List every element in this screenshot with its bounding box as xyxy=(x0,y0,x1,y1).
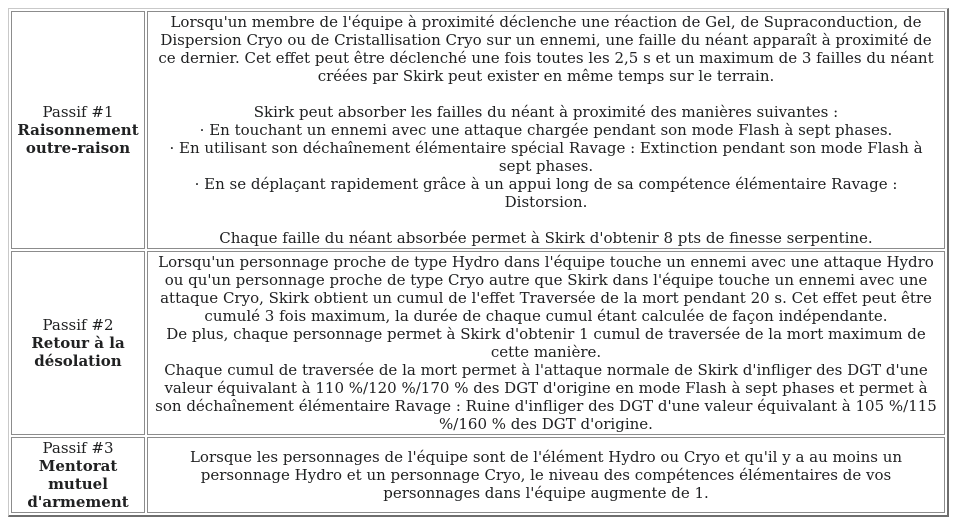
skirk-passives-table xyxy=(8,8,949,517)
passive-2-number: Passif #2 xyxy=(42,316,114,334)
passive-3-name: Mentorat mutuel d'armement xyxy=(27,457,129,511)
passive-3-description xyxy=(151,448,941,502)
description-paragraph: Lorsqu'un membre de l'équipe à proximité déclenche une réaction de Gel, de Supraconduction, de Dispersion Cryo ou de Cristallisation Cryo sur un ennemi, une faille du néant apparaît à proximité de ce dernier. Cet effet peut être déclenché une fois toutes les 2,5 s et un maximum de 3 failles du néant créées par Skirk peut exister en même temps sur le terrain. xyxy=(158,13,934,85)
description-paragraph: · En touchant un ennemi avec une attaque chargée pendant son mode Flash à sept phases. xyxy=(199,121,893,139)
passive-2-description-cell xyxy=(147,251,945,435)
description-paragraph: · En se déplaçant rapidement grâce à un appui long de sa compétence élémentaire Ravage : Distorsion. xyxy=(194,175,898,211)
passive-2-name: Retour à la désolation xyxy=(31,334,125,370)
table-row-passif-1 xyxy=(11,11,945,249)
table-row-passif-3 xyxy=(11,437,945,513)
description-paragraph: Lorsqu'un personnage proche de type Hydro dans l'équipe touche un ennemi avec une attaque Hydro ou qu'un personnage proche de type Cryo autre que Skirk dans l'équipe touche un ennemi avec une attaque Cryo, Skirk obtient un cumul de l'effet Traversée de la mort pendant 20 s. Cet effet peut être cumulé 3 fois maximum, la durée de chaque cumul étant calculée de façon indépendante. xyxy=(158,253,934,325)
paragraph-spacer xyxy=(151,211,941,229)
passive-3-description-cell xyxy=(147,437,945,513)
description-paragraph: De plus, chaque personnage permet à Skirk d'obtenir 1 cumul de traversée de la mort maximum de cette manière. xyxy=(166,325,926,361)
passive-3-number: Passif #3 xyxy=(42,439,114,457)
passive-1-name: Raisonnement outre-raison xyxy=(17,121,139,157)
passive-1-label-cell xyxy=(11,11,145,249)
passive-1-number: Passif #1 xyxy=(42,103,114,121)
table-row-passif-2 xyxy=(11,251,945,435)
description-paragraph: Chaque faille du néant absorbée permet à Skirk d'obtenir 8 pts de finesse serpentine. xyxy=(219,229,873,247)
passive-3-label-cell xyxy=(11,437,145,513)
description-paragraph: Chaque cumul de traversée de la mort permet à l'attaque normale de Skirk d'infliger des DGT d'une valeur équivalant à 110 %/120 %/170 % des DGT d'origine en mode Flash à sept phases et permet à son déchaînement élémentaire Ravage : Ruine d'infliger des DGT d'une valeur équivalant à 105 %/115 %/160 % des DGT d'origine. xyxy=(155,361,937,433)
description-paragraph: Lorsque les personnages de l'équipe sont de l'élément Hydro ou Cryo et qu'il y a au moins un personnage Hydro et un personnage Cryo, le niveau des compétences élémentaires de vos personnages dans l'équipe augmente de 1. xyxy=(189,448,903,502)
paragraph-spacer xyxy=(151,85,941,103)
passive-1-description-cell xyxy=(147,11,945,249)
passive-1-description xyxy=(151,13,941,247)
description-paragraph: Skirk peut absorber les failles du néant à proximité des manières suivantes : xyxy=(253,103,839,121)
passive-2-label-cell xyxy=(11,251,145,435)
passive-2-description xyxy=(151,253,941,433)
description-paragraph: · En utilisant son déchaînement élémentaire spécial Ravage : Extinction pendant son mode Flash à sept phases. xyxy=(169,139,923,175)
